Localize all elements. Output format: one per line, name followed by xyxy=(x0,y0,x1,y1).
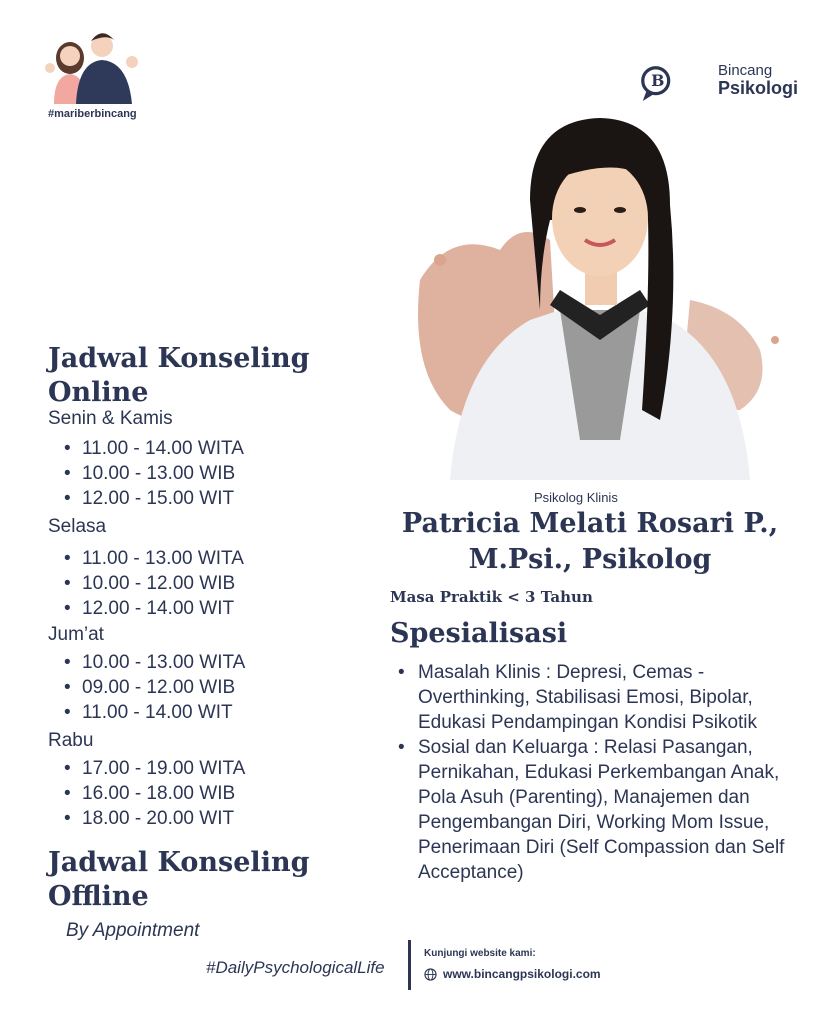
daily-hashtag: #DailyPsychologicalLife xyxy=(206,958,385,977)
psychologist-photo xyxy=(380,110,810,480)
slot-item: • 17.00 - 19.00 WITA xyxy=(62,756,245,781)
experience-label: Masa Praktik < 3 Tahun xyxy=(390,588,593,606)
hashtag-top: #mariberbincang xyxy=(48,108,137,120)
day-label: Jum’at xyxy=(48,624,104,645)
slot-item: • 10.00 - 12.00 WIB xyxy=(62,571,244,596)
role-label: Psikolog Klinis xyxy=(534,490,618,505)
online-schedule-title: Jadwal Konseling Online xyxy=(48,343,310,408)
day-label: Selasa xyxy=(48,516,107,537)
slot-item: • 16.00 - 18.00 WIB xyxy=(62,781,245,806)
specialization-list xyxy=(398,660,798,885)
slot-list xyxy=(62,650,245,725)
slot-item: • 10.00 - 13.00 WITA xyxy=(62,650,245,675)
psychologist-name-line2: M.Psi., Psikolog xyxy=(468,544,712,575)
slot-item: • 11.00 - 13.00 WITA xyxy=(62,546,244,571)
logo-text-line2: Psikologi xyxy=(718,78,799,98)
day-label: Senin & Kamis xyxy=(48,408,173,429)
svg-text:B: B xyxy=(651,71,665,91)
footer-divider xyxy=(408,940,411,990)
specialization-item: • Sosial dan Keluarga : Relasi Pasangan, Pernikahan, Edukasi Perkembangan Anak, Pola Asuh (Parenting), Manajemen dan Pengembangan Diri, Working Mom Issue, Penerimaan Diri (Self Compassion dan Self Acceptance) xyxy=(398,735,798,885)
slot-item: • 11.00 - 14.00 WITA xyxy=(62,436,244,461)
day-label: Rabu xyxy=(48,730,94,751)
waving-couple-illustration xyxy=(40,26,144,104)
slot-item: • 12.00 - 15.00 WIT xyxy=(62,486,244,511)
offline-schedule-title: Jadwal Konseling Offline xyxy=(48,847,310,912)
website-link[interactable]: www.bincangpsikologi.com xyxy=(443,967,601,981)
logo-text-line1: Bincang xyxy=(718,62,773,79)
offline-note: By Appointment xyxy=(66,920,200,941)
slot-item: • 10.00 - 13.00 WIB xyxy=(62,461,244,486)
slot-item: • 09.00 - 12.00 WIB xyxy=(62,675,245,700)
slot-item: • 12.00 - 14.00 WIT xyxy=(62,596,244,621)
slot-list xyxy=(62,756,245,831)
slot-list xyxy=(62,546,244,621)
specialization-title: Spesialisasi xyxy=(390,618,568,649)
globe-icon xyxy=(424,968,437,981)
psychologist-name-line1: Patricia Melati Rosari P., xyxy=(401,508,779,539)
slot-item: • 18.00 - 20.00 WIT xyxy=(62,806,245,831)
visit-label: Kunjungi website kami: xyxy=(424,948,536,959)
specialization-item: • Masalah Klinis : Depresi, Cemas - Overthinking, Stabilisasi Emosi, Bipolar, Edukasi Pendampingan Kondisi Psikotik xyxy=(398,660,798,735)
slot-list xyxy=(62,436,244,511)
slot-item: • 11.00 - 14.00 WIT xyxy=(62,700,245,725)
